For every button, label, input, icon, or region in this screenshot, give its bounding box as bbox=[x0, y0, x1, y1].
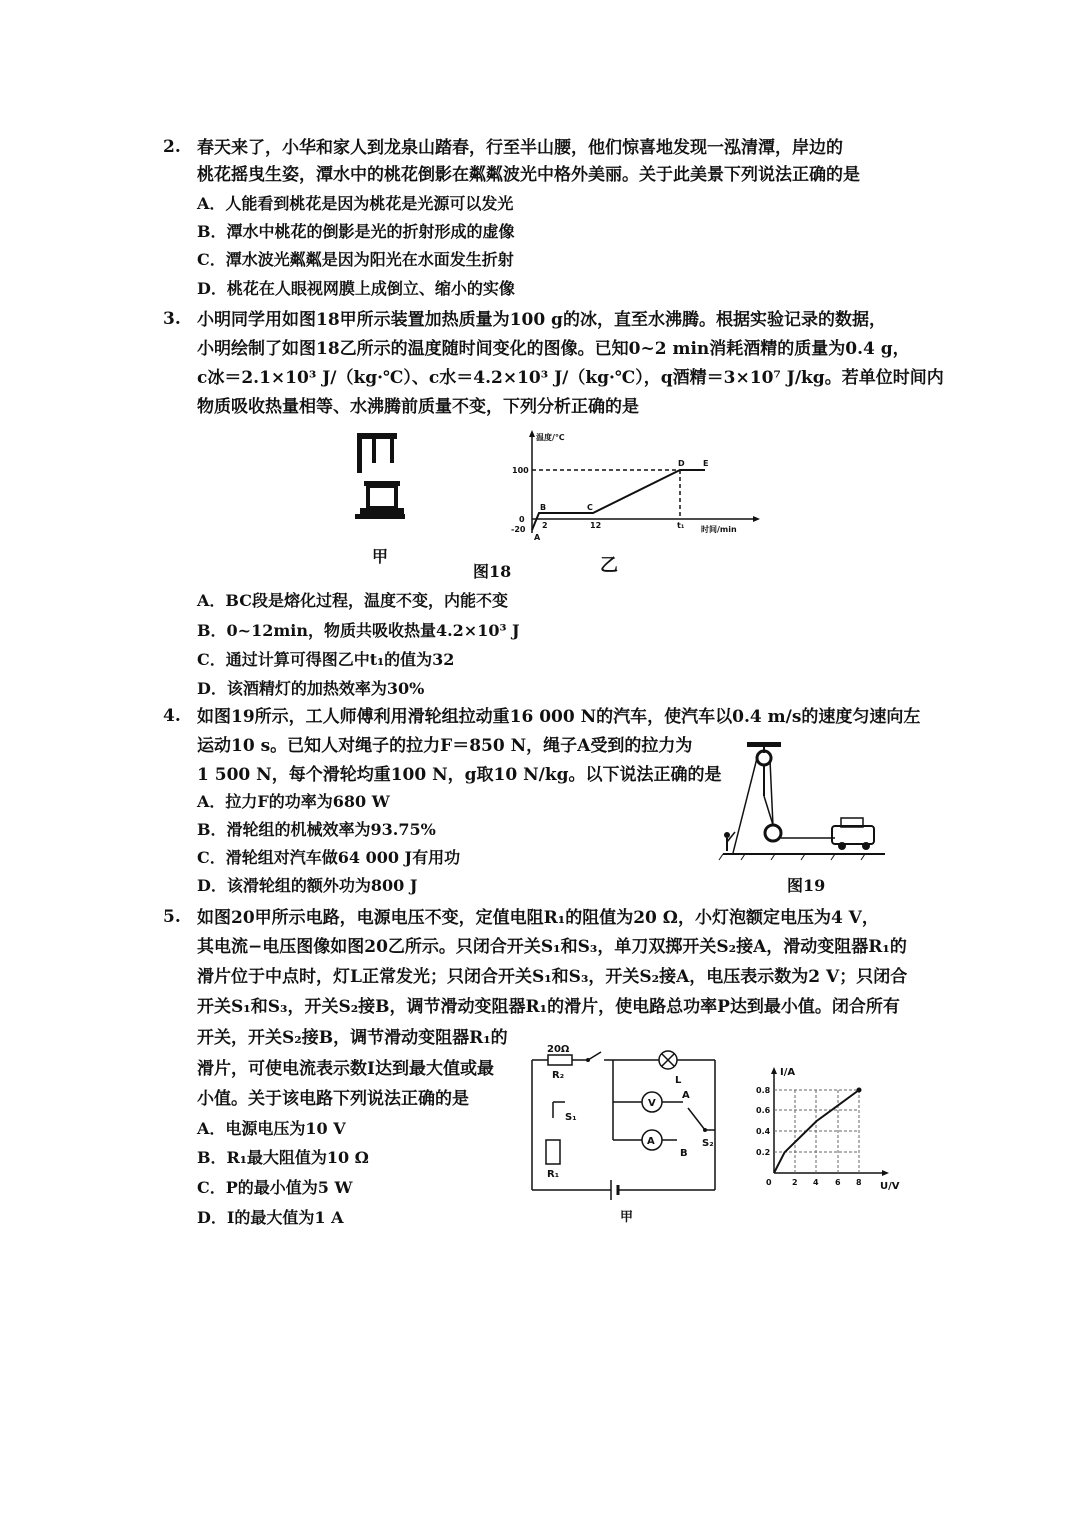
fig19-pulley-system bbox=[715, 738, 890, 863]
fig20-graph-y-axis: I/A bbox=[780, 1067, 796, 1078]
fig20-caption-jia: 甲 bbox=[620, 1210, 634, 1225]
q5-stem-line-3: 滑片位于中点时，灯L正常发光；只闭合开关S₁和S₃，开关S₂接A，电压表示数为2 V；只闭合 bbox=[197, 967, 908, 987]
q2-number: 2. bbox=[163, 137, 181, 157]
q4-option-b: B．滑轮组的机械效率为93.75% bbox=[197, 820, 436, 839]
fig20-graph-x-tick-6: 6 bbox=[835, 1178, 841, 1187]
fig20-resistor-value: 20Ω bbox=[547, 1044, 570, 1055]
q4-number: 4. bbox=[163, 706, 181, 726]
q3-stem-line-2: 小明绘制了如图18乙所示的温度随时间变化的图像。已知0~2 min消耗酒精的质量为0.4 g， bbox=[197, 339, 910, 359]
fig20-ammeter-label: A bbox=[647, 1136, 655, 1147]
fig20-graph-x-axis: U/V bbox=[880, 1181, 900, 1192]
fig18-point-c: C bbox=[587, 503, 593, 512]
q3-stem-line-4: 物质吸收热量相等、水沸腾前质量不变，下列分析正确的是 bbox=[197, 397, 639, 417]
q3-option-b: B．0~12min，物质共吸收热量4.2×10³ J bbox=[197, 621, 520, 640]
fig20-graph-y-tick-0.6: 0.6 bbox=[756, 1106, 771, 1115]
fig18-y-tick-0: 0 bbox=[519, 515, 525, 524]
q2-stem-line-1: 春天来了，小华和家人到龙泉山踏春，行至半山腰，他们惊喜地发现一泓清潭，岸边的 bbox=[197, 138, 843, 158]
fig18-point-a: A bbox=[534, 533, 541, 542]
q4-option-a: A．拉力F的功率为680 W bbox=[197, 792, 390, 811]
q5-option-a: A．电源电压为10 V bbox=[197, 1119, 346, 1138]
fig18-x-tick-12: 12 bbox=[590, 521, 602, 530]
fig18-label-jia: 甲 bbox=[372, 547, 389, 566]
q5-stem-line-2: 其电流−电压图像如图20乙所示。只闭合开关S₁和S₃，单刀双掷开关S₂接A，滑动变阻器R₁的 bbox=[197, 937, 907, 957]
q4-stem-line-2: 运动10 s。已知人对绳子的拉力F＝850 N，绳子A受到的拉力为 bbox=[197, 736, 693, 756]
q5-stem-line-5: 开关，开关S₂接B，调节滑动变阻器R₁的 bbox=[197, 1028, 508, 1048]
fig18-caption: 图18 bbox=[473, 562, 512, 581]
q2-option-a: A．人能看到桃花是因为桃花是光源可以发光 bbox=[197, 194, 514, 213]
fig20-graph-x-tick-4: 4 bbox=[813, 1178, 819, 1187]
fig18-x-tick-t1: t₁ bbox=[677, 521, 685, 530]
q5-number: 5. bbox=[163, 907, 181, 927]
q3-option-d: D．该酒精灯的加热效率为30% bbox=[197, 679, 425, 698]
q3-option-c: C．通过计算可得图乙中t₁的值为32 bbox=[197, 650, 455, 669]
fig20-voltmeter-label: V bbox=[648, 1098, 656, 1109]
fig20-graph-y-tick-0.8: 0.8 bbox=[756, 1086, 771, 1095]
fig20-resistor-label: R₂ bbox=[552, 1070, 565, 1081]
fig18-x-axis-label: 时间/min bbox=[701, 525, 737, 534]
fig20-circuit bbox=[525, 1040, 725, 1210]
q3-stem-line-3: c冰＝2.1×10³ J/（kg·℃）、c水＝4.2×10³ J/（kg·℃），q酒精＝3×10⁷ J/kg。若单位时间内 bbox=[197, 368, 944, 388]
q5-stem-line-7: 小值。关于该电路下列说法正确的是 bbox=[197, 1089, 469, 1109]
q4-option-d: D．该滑轮组的额外功为800 J bbox=[197, 876, 418, 895]
fig18-label-yi: 乙 bbox=[600, 555, 618, 576]
q5-option-d: D．I的最大值为1 A bbox=[197, 1208, 344, 1227]
fig20-rheostat-label: R₁ bbox=[547, 1169, 560, 1180]
q2-option-b: B．潭水中桃花的倒影是光的折射形成的虚像 bbox=[197, 222, 515, 241]
q5-option-c: C．P的最小值为5 W bbox=[197, 1178, 353, 1197]
fig18-apparatus bbox=[350, 428, 410, 528]
fig18-y-tick-100: 100 bbox=[512, 466, 529, 475]
fig18-point-b: B bbox=[540, 503, 547, 512]
fig20-iv-end-point bbox=[857, 1088, 862, 1093]
fig18-y-axis-label: 温度/℃ bbox=[536, 433, 565, 442]
q2-stem-line-2: 桃花摇曳生姿，潭水中的桃花倒影在粼粼波光中格外美丽。关于此美景下列说法正确的是 bbox=[197, 165, 860, 185]
fig18-y-tick-neg20: -20 bbox=[511, 525, 526, 534]
q3-number: 3. bbox=[163, 309, 181, 329]
fig18-point-d: D bbox=[678, 459, 685, 468]
fig20-lamp-label: L bbox=[675, 1075, 682, 1086]
fig19-caption: 图19 bbox=[787, 876, 826, 895]
fig20-switch-s2: S₂ bbox=[702, 1138, 714, 1149]
fig20-terminal-a: A bbox=[682, 1090, 690, 1101]
fig18-temperature-graph bbox=[505, 428, 765, 548]
fig20-terminal-b: B bbox=[680, 1148, 688, 1159]
q4-stem-line-3: 1 500 N，每个滑轮均重100 N，g取10 N/kg。以下说法正确的是 bbox=[197, 765, 722, 785]
fig20-switch-s1: S₁ bbox=[565, 1112, 577, 1123]
fig18-point-e: E bbox=[703, 459, 709, 468]
q5-stem-line-6: 滑片，可使电流表示数I达到最大值或最 bbox=[197, 1059, 494, 1079]
fig20-graph-x-tick-2: 2 bbox=[792, 1178, 798, 1187]
q2-option-d: D．桃花在人眼视网膜上成倒立、缩小的实像 bbox=[197, 279, 515, 298]
fig20-graph-y-tick-0.2: 0.2 bbox=[756, 1148, 771, 1157]
fig20-graph-y-tick-0.4: 0.4 bbox=[756, 1127, 771, 1136]
q3-stem-line-1: 小明同学用如图18甲所示装置加热质量为100 g的冰，直至水沸腾。根据实验记录的数据， bbox=[197, 310, 886, 330]
q5-option-b: B．R₁最大阻值为10 Ω bbox=[197, 1148, 369, 1167]
q4-option-c: C．滑轮组对汽车做64 000 J有用功 bbox=[197, 848, 461, 867]
fig20-iv-graph bbox=[752, 1065, 900, 1192]
q4-stem-line-1: 如图19所示，工人师傅利用滑轮组拉动重16 000 N的汽车，使汽车以0.4 m/s的速度匀速向左 bbox=[197, 707, 921, 727]
fig18-x-tick-2: 2 bbox=[542, 521, 548, 530]
fig20-graph-x-tick-0: 0 bbox=[766, 1178, 772, 1187]
q2-option-c: C．潭水波光粼粼是因为阳光在水面发生折射 bbox=[197, 250, 514, 269]
fig20-graph-x-tick-8: 8 bbox=[856, 1178, 862, 1187]
q5-stem-line-4: 开关S₁和S₃，开关S₂接B，调节滑动变阻器R₁的滑片，使电路总功率P达到最小值。闭合所有 bbox=[197, 997, 900, 1017]
q5-stem-line-1: 如图20甲所示电路，电源电压不变，定值电阻R₁的阻值为20 Ω，小灯泡额定电压为4 V， bbox=[197, 908, 879, 928]
q3-option-a: A．BC段是熔化过程，温度不变，内能不变 bbox=[197, 591, 508, 610]
